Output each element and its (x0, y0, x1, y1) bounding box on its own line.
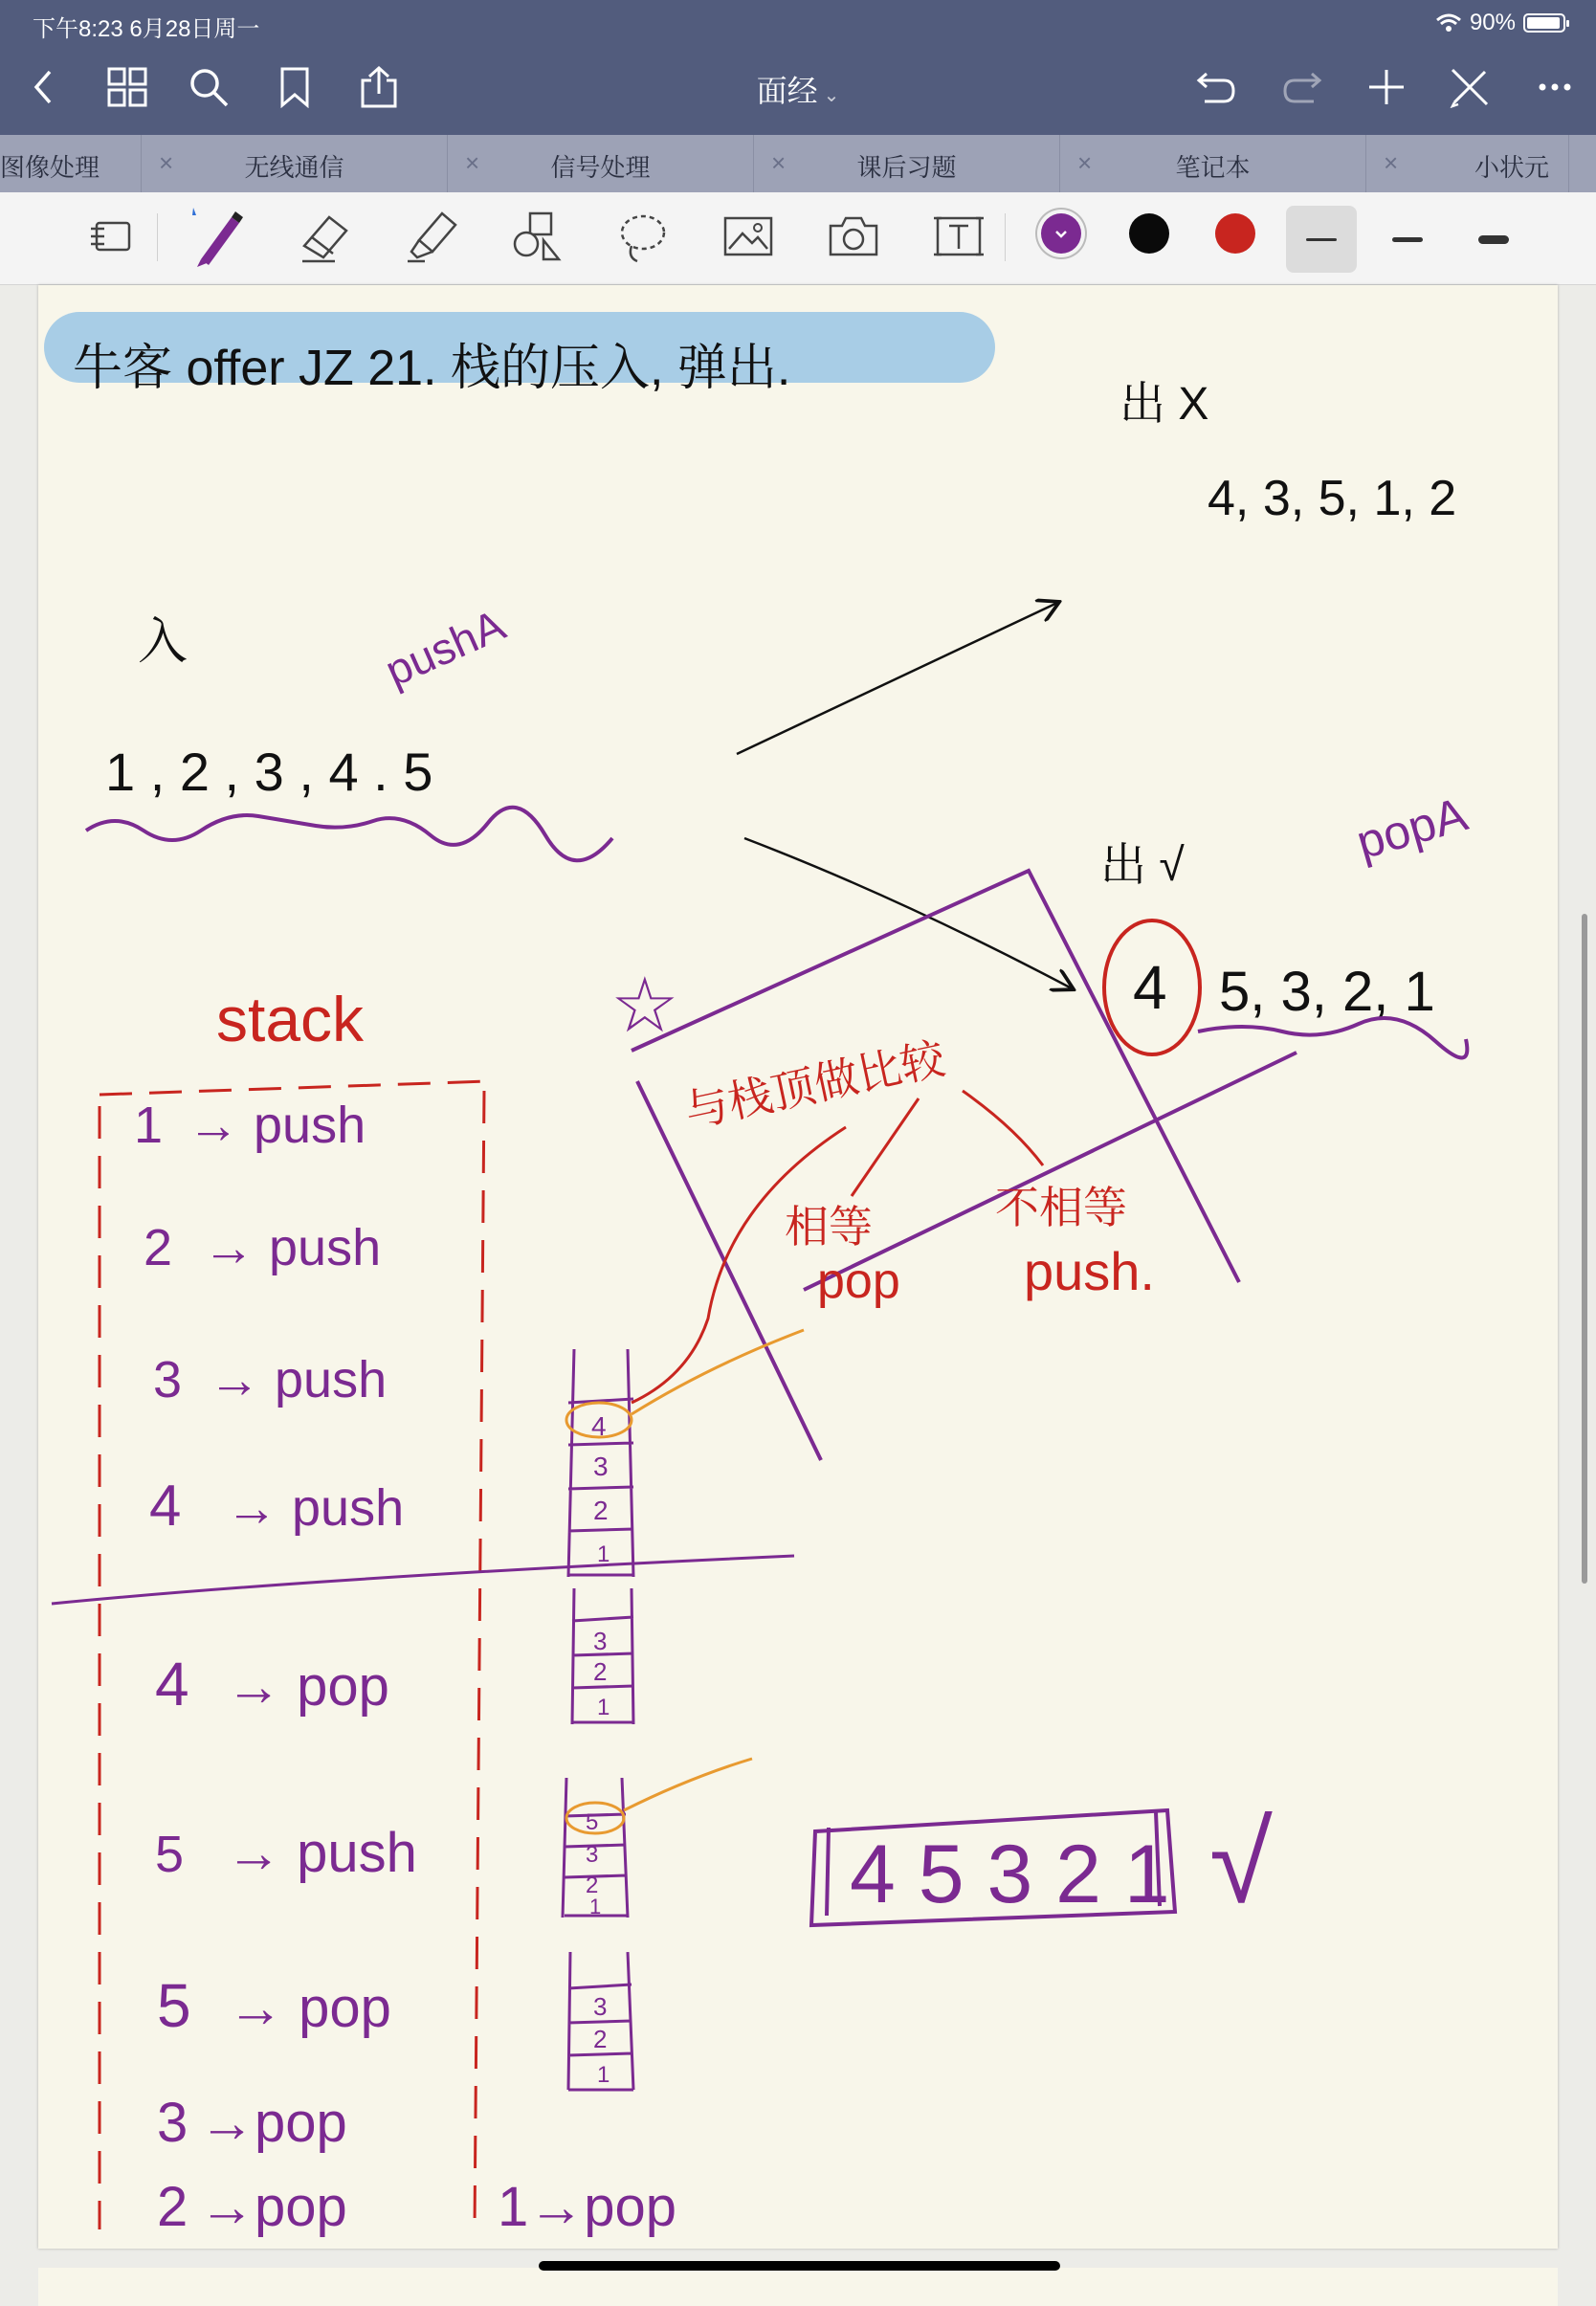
pop-sequence: 5, 3, 2, 1 (1219, 961, 1435, 1023)
step-op: → push (209, 1351, 388, 1408)
drawing-toolbar (0, 192, 1596, 285)
step-op: → push (226, 1479, 405, 1537)
arrow-to-right (744, 838, 1072, 988)
camera-icon (827, 212, 880, 260)
compare-text: 与栈顶做比较 (680, 1032, 950, 1137)
stack-cell: 2 (593, 1496, 609, 1525)
step-op: →pop (199, 2092, 347, 2154)
stack-cell: 2 (593, 2025, 608, 2053)
stack-cell: 1 (589, 1895, 602, 1918)
step-num: 3 (157, 2092, 188, 2154)
stack-cell: 5 (586, 1809, 599, 1835)
arrow-stack3 (624, 1759, 752, 1810)
plus-icon (1367, 68, 1406, 106)
redo-icon (1281, 68, 1323, 106)
undo-icon (1195, 68, 1237, 106)
notebook-tabs (0, 135, 1596, 192)
step-op: → pop (228, 1977, 391, 2039)
stack-title: stack (216, 984, 365, 1054)
push-sequence: 1 , 2 , 3 , 4 . 5 (105, 742, 433, 802)
pen-mode-toggle[interactable] (1446, 63, 1494, 111)
stack-drawing-1 (566, 1349, 633, 1577)
close-icon[interactable]: × (1384, 148, 1399, 177)
stack-cell: 4 (591, 1411, 607, 1441)
notequal-op: push. (1024, 1241, 1155, 1301)
tab-homework[interactable] (754, 135, 1060, 192)
close-icon[interactable]: × (465, 148, 480, 177)
pop-first: 4 (1133, 953, 1167, 1022)
home-indicator[interactable] (539, 2261, 1060, 2271)
stroke-medium[interactable] (1372, 206, 1443, 273)
tab-xiaozhuangyuan[interactable] (1366, 135, 1569, 192)
lasso-icon (614, 208, 672, 265)
chevron-down-icon (1041, 213, 1081, 254)
highlighter-icon (404, 208, 461, 265)
medium-line-icon (1392, 237, 1423, 242)
right-label: 出 √ (1100, 840, 1185, 891)
wrong-sequence: 4, 3, 5, 1, 2 (1208, 471, 1457, 526)
handwriting-canvas (38, 285, 1558, 2249)
pop-underline (1198, 1018, 1467, 1058)
image-icon (721, 212, 775, 260)
push-pop-divider (52, 1556, 794, 1604)
color-black[interactable] (1129, 213, 1169, 254)
tab-label: 信号处理 (550, 153, 651, 182)
stack-cell: 1 (597, 1541, 610, 1567)
stack-cell: 1 (597, 2062, 610, 2088)
status-right (1435, 10, 1565, 36)
image-tool[interactable] (718, 206, 779, 267)
shapes-icon (509, 208, 566, 265)
checkmark-icon: √ (1209, 1799, 1273, 1927)
stack-cell: 2 (586, 1873, 599, 1898)
tab-label: 图像处理 (0, 153, 100, 182)
reader-icon (87, 217, 135, 255)
arrow-to-stack-top (632, 1127, 846, 1403)
pen-tool[interactable] (188, 206, 249, 267)
pen-off-icon (1449, 66, 1491, 108)
arrow-equal (852, 1098, 919, 1196)
steps-after (155, 1650, 417, 2238)
push-underline (86, 808, 612, 860)
steps-push (134, 1097, 404, 1538)
stack-cell: 3 (593, 1452, 609, 1481)
page-title: 面经 (756, 74, 818, 108)
undo-button[interactable] (1192, 63, 1240, 111)
arrow-notequal (963, 1091, 1043, 1165)
close-icon[interactable]: × (771, 148, 787, 177)
status-time: 下午8:23 6月28日周一 (33, 16, 260, 42)
close-icon[interactable]: × (159, 148, 174, 177)
result-sequence: 4 5 3 2 1 (850, 1829, 1170, 1920)
notequal-label: 不相等 (995, 1183, 1127, 1232)
equal-op: pop (817, 1253, 900, 1309)
step-num: 5 (157, 1971, 191, 2040)
tab-notebook[interactable] (1060, 135, 1366, 192)
more-button[interactable] (1531, 63, 1579, 111)
eraser-tool[interactable] (295, 206, 356, 267)
stack-cell: 2 (593, 1657, 608, 1686)
result-box-inner-left (827, 1828, 829, 1916)
shapes-tool[interactable] (507, 206, 568, 267)
push-tag: pushA (377, 599, 513, 697)
app-header (0, 0, 1596, 135)
next-page-edge (38, 2268, 1558, 2306)
tab-label: 笔记本 (1175, 153, 1251, 182)
pop-tag: popA (1350, 787, 1474, 870)
thick-line-icon (1478, 235, 1509, 244)
stack-cell: 1 (597, 1695, 610, 1720)
note-page[interactable] (38, 285, 1558, 2249)
status-bar (0, 0, 1596, 44)
equal-label: 相等 (785, 1202, 873, 1252)
stack-drawing-4 (568, 1952, 633, 2090)
text-tool[interactable] (928, 206, 989, 267)
text-box-icon (932, 212, 986, 260)
chevron-down-icon: ⌄ (823, 85, 840, 106)
battery-icon (1523, 13, 1565, 33)
lasso-tool[interactable] (612, 206, 674, 267)
step-num: 1 (134, 1097, 164, 1154)
step-num: 2 (144, 1219, 173, 1276)
step-op: → pop (226, 1655, 389, 1718)
step-num: 2 (157, 2176, 188, 2238)
stroke-thin-selected[interactable] (1286, 206, 1357, 273)
battery-percent: 90% (1469, 10, 1516, 35)
more-icon (1538, 82, 1572, 92)
stack-drawing-2 (572, 1588, 633, 1724)
nav-bar (0, 54, 1596, 121)
eraser-icon (297, 208, 354, 265)
step-op: → push (188, 1097, 366, 1154)
wifi-icon (1435, 13, 1462, 33)
step-num: 3 (153, 1351, 183, 1408)
read-only-mode-button[interactable] (80, 206, 142, 267)
tab-image-processing[interactable] (0, 135, 142, 192)
pen-icon (188, 206, 249, 267)
step-op: →pop (199, 2176, 347, 2238)
arrow-to-wrong (737, 603, 1057, 754)
stack-drawing-3 (563, 1778, 628, 1918)
redo-button[interactable] (1278, 63, 1326, 111)
color-red[interactable] (1215, 213, 1255, 254)
color-purple-selected[interactable] (1041, 213, 1081, 254)
tab-wireless[interactable] (142, 135, 448, 192)
step-num: 4 (149, 1474, 182, 1538)
tab-label: 无线通信 (244, 153, 344, 182)
tab-label: 课后习题 (856, 153, 957, 182)
step-num: 5 (155, 1826, 185, 1883)
add-page-button[interactable] (1363, 63, 1410, 111)
notebook-title-button[interactable] (0, 67, 1596, 111)
stack-cell: 3 (586, 1842, 599, 1868)
step-op: → push (226, 1822, 417, 1884)
highlighter-tool[interactable] (402, 206, 463, 267)
note-title: 牛客 offer JZ 21. 栈的压入, 弹出. (73, 341, 791, 396)
stack-cell: 3 (593, 1992, 608, 2021)
push-label: 入 (138, 614, 188, 670)
tab-label: 小状元 (1474, 153, 1549, 182)
camera-tool[interactable] (823, 206, 884, 267)
star-icon: ☆ (610, 963, 679, 1048)
stack-cell: 3 (593, 1627, 608, 1655)
stroke-thick[interactable] (1458, 206, 1529, 273)
tab-signal[interactable] (448, 135, 754, 192)
vertical-scrollbar[interactable] (1582, 914, 1587, 1584)
step-num: 4 (155, 1650, 189, 1718)
step-last: 1→pop (498, 2176, 677, 2238)
close-icon[interactable]: × (1077, 148, 1093, 177)
step-op: → push (203, 1219, 382, 1276)
toolbar-divider (1005, 213, 1006, 261)
wrong-label: 出 X (1119, 379, 1209, 430)
thin-line-icon (1306, 238, 1337, 241)
toolbar-divider (157, 213, 158, 261)
